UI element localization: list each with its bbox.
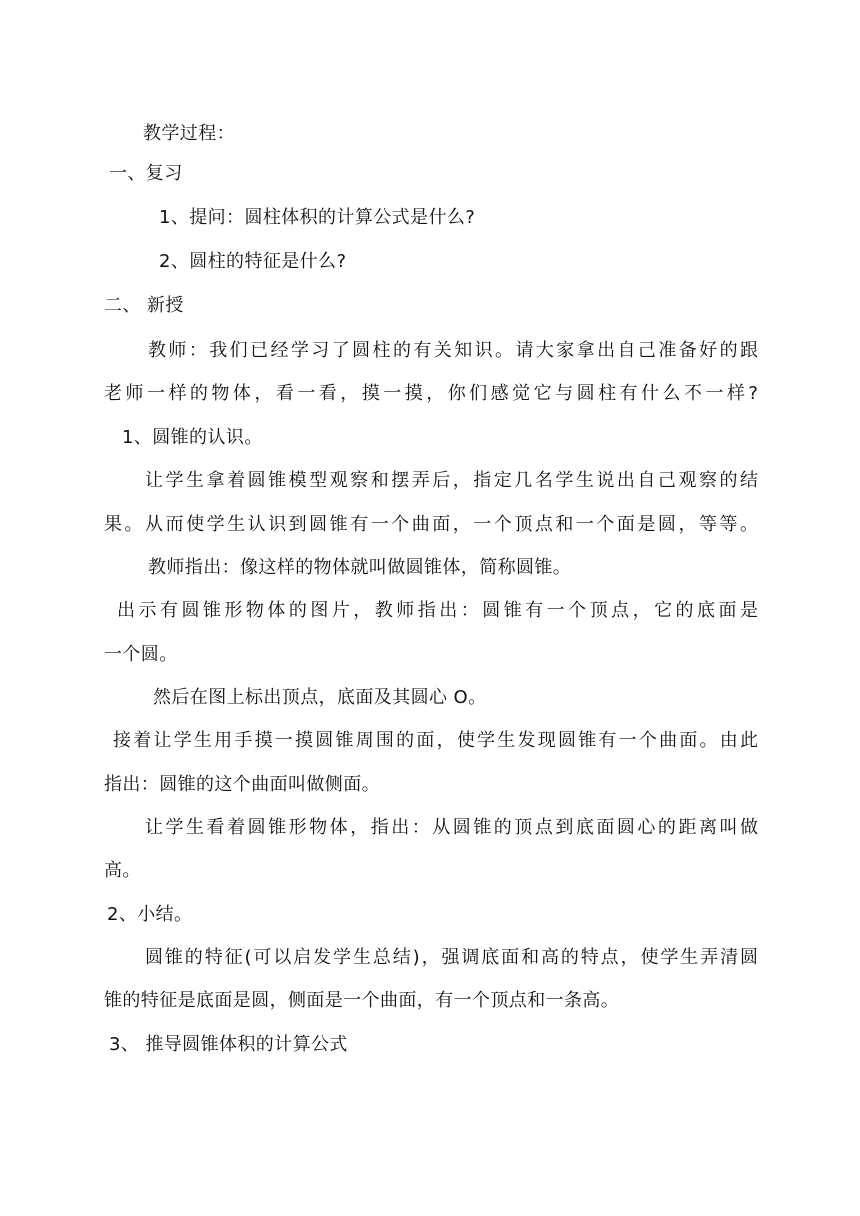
paragraph-line: 让学生拿着圆锥模型观察和摆弄后，指定几名学生说出自己观察的结 (145, 470, 758, 491)
paragraph-line: 教师：我们已经学习了圆柱的有关知识。请大家拿出自己准备好的跟 (148, 340, 758, 361)
paragraph-line: 老师一样的物体，看一看，摸一摸，你们感觉它与圆柱有什么不一样? (104, 383, 758, 404)
subheading-summary: 2、小结。 (107, 904, 193, 925)
subheading-derive-formula: 3、 推导圆锥体积的计算公式 (109, 1034, 348, 1055)
paragraph-line: 一个圆。 (104, 644, 178, 665)
paragraph-line: 然后在图上标出顶点，底面及其圆心 O。 (153, 687, 487, 708)
paragraph-line: 果。从而使学生认识到圆锥有一个曲面，一个顶点和一个面是圆，等等。 (104, 514, 758, 535)
section-heading-teaching-process: 教学过程： (143, 123, 235, 144)
paragraph-line: 锥的特征是底面是圆，侧面是一个曲面，有一个顶点和一条高。 (104, 990, 620, 1011)
paragraph-line: 教师指出：像这样的物体就叫做圆锥体，简称圆锥。 (148, 557, 572, 578)
paragraph-line: 出示有圆锥形物体的图片，教师指出：圆锥有一个顶点，它的底面是 (117, 600, 758, 621)
paragraph-line: 接着让学生用手摸一摸圆锥周围的面，使学生发现圆锥有一个曲面。由此 (113, 730, 758, 751)
paragraph-line: 让学生看着圆锥形物体，指出：从圆锥的顶点到底面圆心的距离叫做 (145, 817, 758, 838)
heading-new-lesson: 二、 新授 (104, 295, 184, 316)
heading-review: 一、复习 (109, 163, 183, 184)
review-item-1: 1、提问：圆柱体积的计算公式是什么? (159, 207, 476, 228)
paragraph-line: 高。 (104, 860, 141, 881)
paragraph-line: 圆锥的特征(可以启发学生总结)，强调底面和高的特点，使学生弄清圆 (145, 947, 758, 968)
review-item-2: 2、圆柱的特征是什么? (159, 251, 347, 272)
paragraph-line: 指出：圆锥的这个曲面叫做侧面。 (104, 774, 380, 795)
subheading-cone-recognition: 1、圆锥的认识。 (122, 427, 263, 448)
